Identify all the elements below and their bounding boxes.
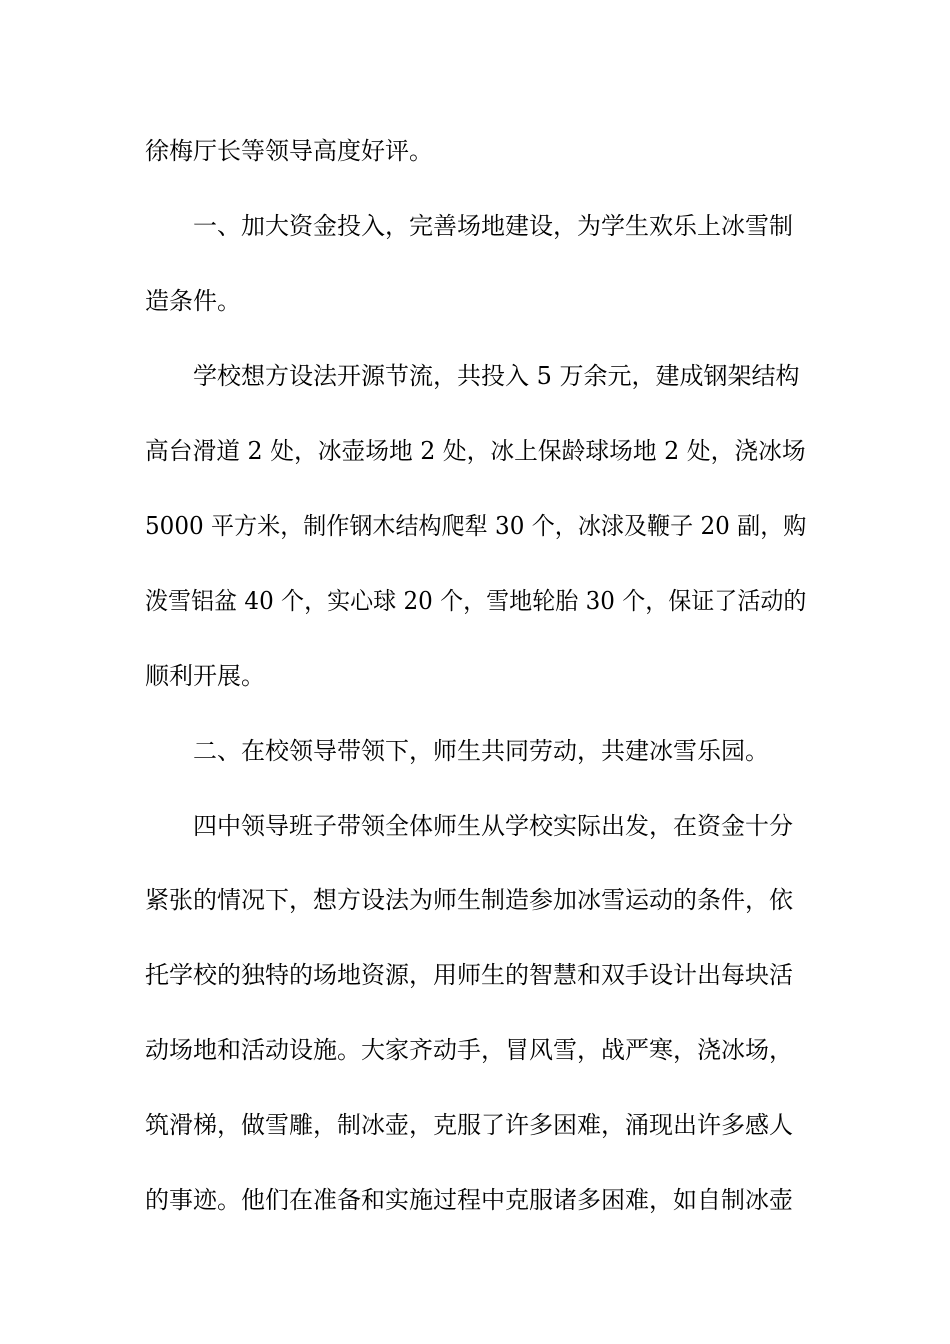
section-heading-text: 二、在校领导带领下，师生共同劳动，共建冰雪乐园。 (193, 737, 769, 765)
text-line (0, 506, 950, 546)
line-text: 紧张的情况下，想方设法为师生制造参加冰雪运动的条件，依 (145, 886, 793, 914)
text-line (0, 880, 950, 920)
text-line (0, 581, 950, 621)
line-text: 徐梅厅长等领导高度好评。 (145, 137, 433, 165)
text-line (0, 1105, 950, 1145)
line-text: 顺利开展。 (145, 662, 265, 690)
text-line (0, 281, 950, 321)
line-text: 造条件。 (145, 287, 241, 315)
line-text: 的事迹。他们在准备和实施过程中克服诸多困难，如自制冰壶 (145, 1186, 793, 1214)
paragraph-line (0, 806, 950, 846)
paragraph-text: 学校想方设法开源节流，共投入 5 万余元，建成钢架结构 (193, 362, 800, 390)
line-text: 5000 平方米，制作钢木结构爬犁 30 个，冰浗及鞭子 20 副，购 (145, 512, 807, 540)
text-line (0, 131, 950, 171)
text-line (0, 1180, 950, 1220)
section-heading-line (0, 206, 950, 246)
line-text: 托学校的独特的场地资源，用师生的智慧和双手设计出每块活 (145, 961, 793, 989)
section-heading-line (0, 731, 950, 771)
text-line (0, 1030, 950, 1070)
line-text: 高台滑道 2 处，冰壶场地 2 处，冰上保龄球场地 2 处，浇冰场 (145, 437, 806, 465)
paragraph-line (0, 356, 950, 396)
line-text: 泼雪铝盆 40 个，实心球 20 个，雪地轮胎 30 个，保证了活动的 (145, 587, 807, 615)
text-line (0, 955, 950, 995)
paragraph-text: 四中领导班子带领全体师生从学校实际出发，在资金十分 (193, 812, 793, 840)
line-text: 动场地和活动设施。大家齐动手，冒风雪，战严寒，浇冰场， (145, 1036, 793, 1064)
text-line (0, 656, 950, 696)
text-line (0, 431, 950, 471)
section-heading-text: 一、加大资金投入，完善场地建设，为学生欢乐上冰雪制 (193, 212, 793, 240)
line-text: 筑滑梯，做雪雕，制冰壶，克服了许多困难，涌现出许多感人 (145, 1111, 793, 1139)
